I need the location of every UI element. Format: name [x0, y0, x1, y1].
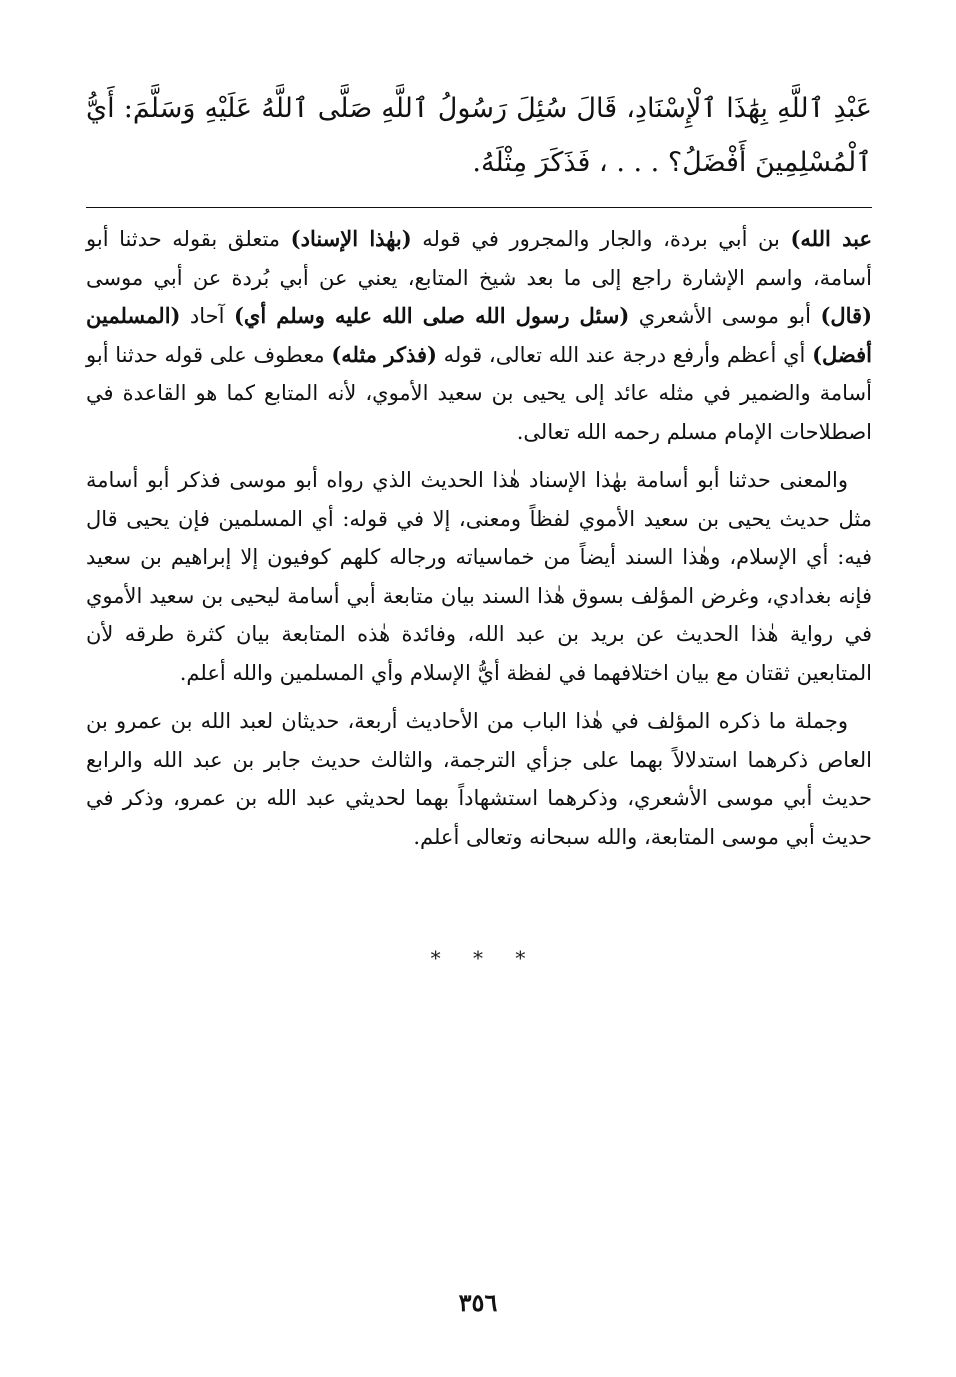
page-number: ٣٥٦ — [458, 1288, 498, 1317]
plain-text: معطوف على قوله حدثنا أبو أسامة والضمير في مثله عائد إلى يحيى بن سعيد الأموي، لأنه المتابع كما هو القاعدة في اصطلاحات الإمام مسلم رحمه الله تعالى. — [86, 342, 872, 444]
commentary-paragraph-3: وجملة ما ذكره المؤلف في هٰذا الباب من الأحاديث أربعة، حديثان لعبد الله بن عمرو بن العاص ذكرهما استدلالاً بهما على جزأي الترجمة، والثالث حديث جابر بن عبد الله والرابع حديث أبي موسى الأشعري، وذكرهما استشهاداً بهما لحديثي عبد الله بن عمرو، وذكر في حديث أبي موسى المتابعة، والله سبحانه وتعالى أعلم. — [86, 709, 872, 849]
plain-text: متعلق بقوله حدثنا أبو أسامة، واسم الإشارة راجع إلى ما بعد شيخ المتابع، يعني عن أبي بُردة عن أبي موسى — [86, 227, 872, 290]
bold-term: عبد الله) — [790, 226, 872, 251]
plain-text: أبو موسى الأشعري — [629, 304, 821, 328]
commentary-section — [86, 220, 872, 856]
commentary-paragraph-2: والمعنى حدثنا أبو أسامة بهٰذا الإسناد هٰذا الحديث الذي رواه أبو موسى فذكر أبو أسامة مثل حديث يحيى بن سعيد الأموي لفظاً ومعنى، إلا في قوله: أي المسلمين فإن يحيى قال فيه: أي الإسلام، وهٰذا السند أيضاً من خماسياته ورجاله كلهم كوفيون إلا إبراهيم بن سعيد فإنه بغدادي، وغرض المؤلف بسوق هٰذا السند بيان متابعة أبي أسامة ليحيى بن سعيد الأموي في رواية هٰذا الحديث عن بريد بن عبد الله، وفائدة هٰذه المتابعة بيان كثرة طرقه لأن المتابعين ثقتان مع بيان اختلافهما في لفظة أيُّ الإسلام وأي المسلمين والله أعلم. — [86, 468, 872, 685]
plain-text: أي أعظم وأرفع درجة عند الله تعالى، قوله — [436, 342, 813, 367]
bold-term: (قال) — [820, 303, 873, 328]
bold-term: (سئل رسول الله صلى الله عليه وسلم أي) — [233, 303, 630, 328]
commentary-paragraph-1 — [86, 220, 872, 451]
bold-term: (المسلمين أفضل) — [86, 303, 872, 367]
bold-term: (فذكر مثله) — [331, 341, 437, 367]
hadith-text: عَبْدِ ٱللَّهِ بِهَٰذَا ٱلْإِسْنَادِ، قَالَ سُئِلَ رَسُولُ ٱللَّهِ صَلَّى ٱللَّهُ عَلَيْهِ وَسَلَّمَ: أَيُّ ٱلْمُسْلِمِينَ أَفْضَلُ؟ . . . ، فَذَكَرَ مِثْلَهُ. — [86, 93, 872, 178]
bold-term: (بهٰذا الإسناد) — [290, 226, 412, 251]
section-end-stars: * * * — [430, 946, 526, 970]
plain-text: بن أبي بردة، والجار والمجرور في قوله — [411, 227, 791, 251]
plain-text: آحاد — [180, 304, 234, 328]
footnote-separator-line — [86, 207, 872, 208]
